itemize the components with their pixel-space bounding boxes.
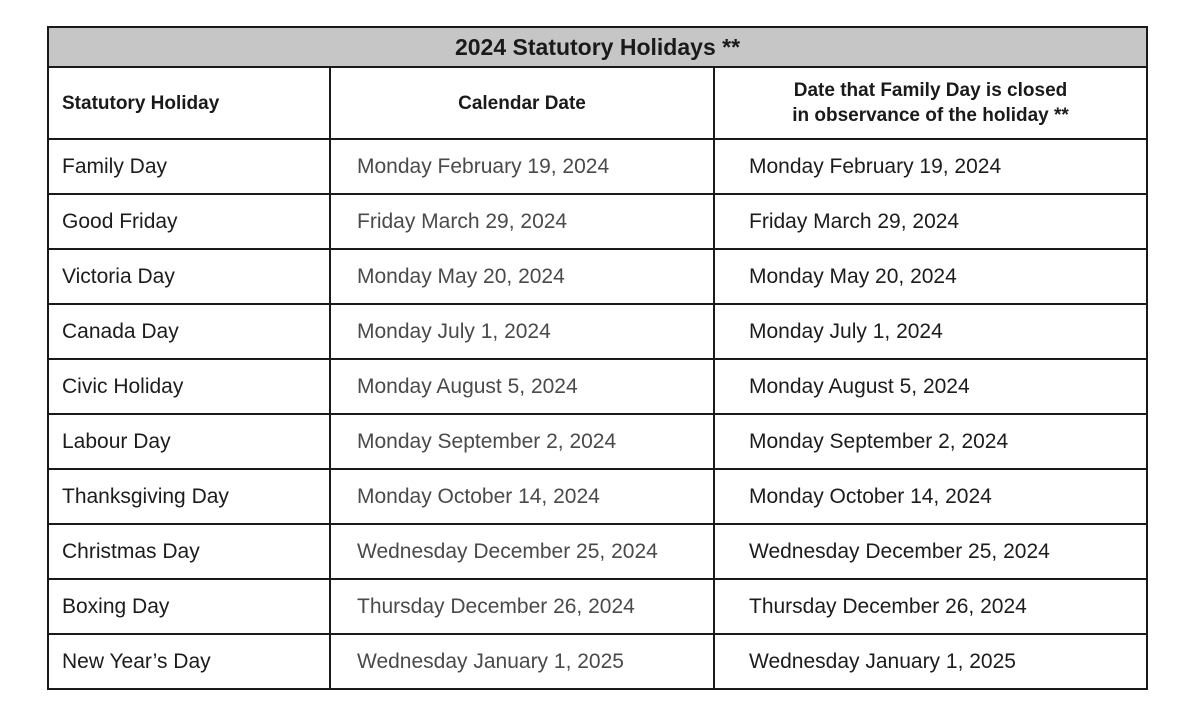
table-row xyxy=(48,249,1147,304)
calendar-date-cell: Monday February 19, 2024 xyxy=(330,139,714,194)
observed-date-cell: Monday October 14, 2024 xyxy=(714,469,1147,524)
calendar-date-cell: Friday March 29, 2024 xyxy=(330,194,714,249)
header-calendar-date: Calendar Date xyxy=(330,67,714,139)
holiday-name-cell: New Year’s Day xyxy=(48,634,330,689)
calendar-date-cell: Monday July 1, 2024 xyxy=(330,304,714,359)
table-row xyxy=(48,524,1147,579)
table-header-row xyxy=(48,67,1147,139)
holiday-table xyxy=(47,26,1148,690)
holiday-name-cell: Thanksgiving Day xyxy=(48,469,330,524)
holiday-name-cell: Boxing Day xyxy=(48,579,330,634)
observed-date-cell: Monday February 19, 2024 xyxy=(714,139,1147,194)
header-statutory-holiday: Statutory Holiday xyxy=(48,67,330,139)
calendar-date-cell: Monday August 5, 2024 xyxy=(330,359,714,414)
table-row xyxy=(48,634,1147,689)
holiday-name-cell: Canada Day xyxy=(48,304,330,359)
observed-date-cell: Monday August 5, 2024 xyxy=(714,359,1147,414)
table-row xyxy=(48,579,1147,634)
table-title-row xyxy=(48,27,1147,67)
table-row xyxy=(48,359,1147,414)
calendar-date-cell: Wednesday January 1, 2025 xyxy=(330,634,714,689)
header-observed-date xyxy=(714,67,1147,139)
calendar-date-cell: Thursday December 26, 2024 xyxy=(330,579,714,634)
holiday-name-cell: Victoria Day xyxy=(48,249,330,304)
observed-date-cell: Monday May 20, 2024 xyxy=(714,249,1147,304)
table-row xyxy=(48,414,1147,469)
observed-date-cell: Monday July 1, 2024 xyxy=(714,304,1147,359)
table-title: 2024 Statutory Holidays ** xyxy=(48,27,1147,67)
calendar-date-cell: Monday October 14, 2024 xyxy=(330,469,714,524)
holiday-name-cell: Civic Holiday xyxy=(48,359,330,414)
table-body xyxy=(48,139,1147,689)
holiday-name-cell: Good Friday xyxy=(48,194,330,249)
observed-date-cell: Wednesday January 1, 2025 xyxy=(714,634,1147,689)
calendar-date-cell: Monday May 20, 2024 xyxy=(330,249,714,304)
calendar-date-cell: Monday September 2, 2024 xyxy=(330,414,714,469)
observed-date-cell: Monday September 2, 2024 xyxy=(714,414,1147,469)
observed-date-cell: Friday March 29, 2024 xyxy=(714,194,1147,249)
holiday-name-cell: Christmas Day xyxy=(48,524,330,579)
table-row xyxy=(48,194,1147,249)
table-row xyxy=(48,304,1147,359)
holiday-name-cell: Labour Day xyxy=(48,414,330,469)
table-row xyxy=(48,139,1147,194)
calendar-date-cell: Wednesday December 25, 2024 xyxy=(330,524,714,579)
observed-date-cell: Thursday December 26, 2024 xyxy=(714,579,1147,634)
header-observed-date-text: Date that Family Day is closed in observance of the holiday ** xyxy=(792,80,1069,126)
table-row xyxy=(48,469,1147,524)
observed-date-cell: Wednesday December 25, 2024 xyxy=(714,524,1147,579)
holiday-name-cell: Family Day xyxy=(48,139,330,194)
